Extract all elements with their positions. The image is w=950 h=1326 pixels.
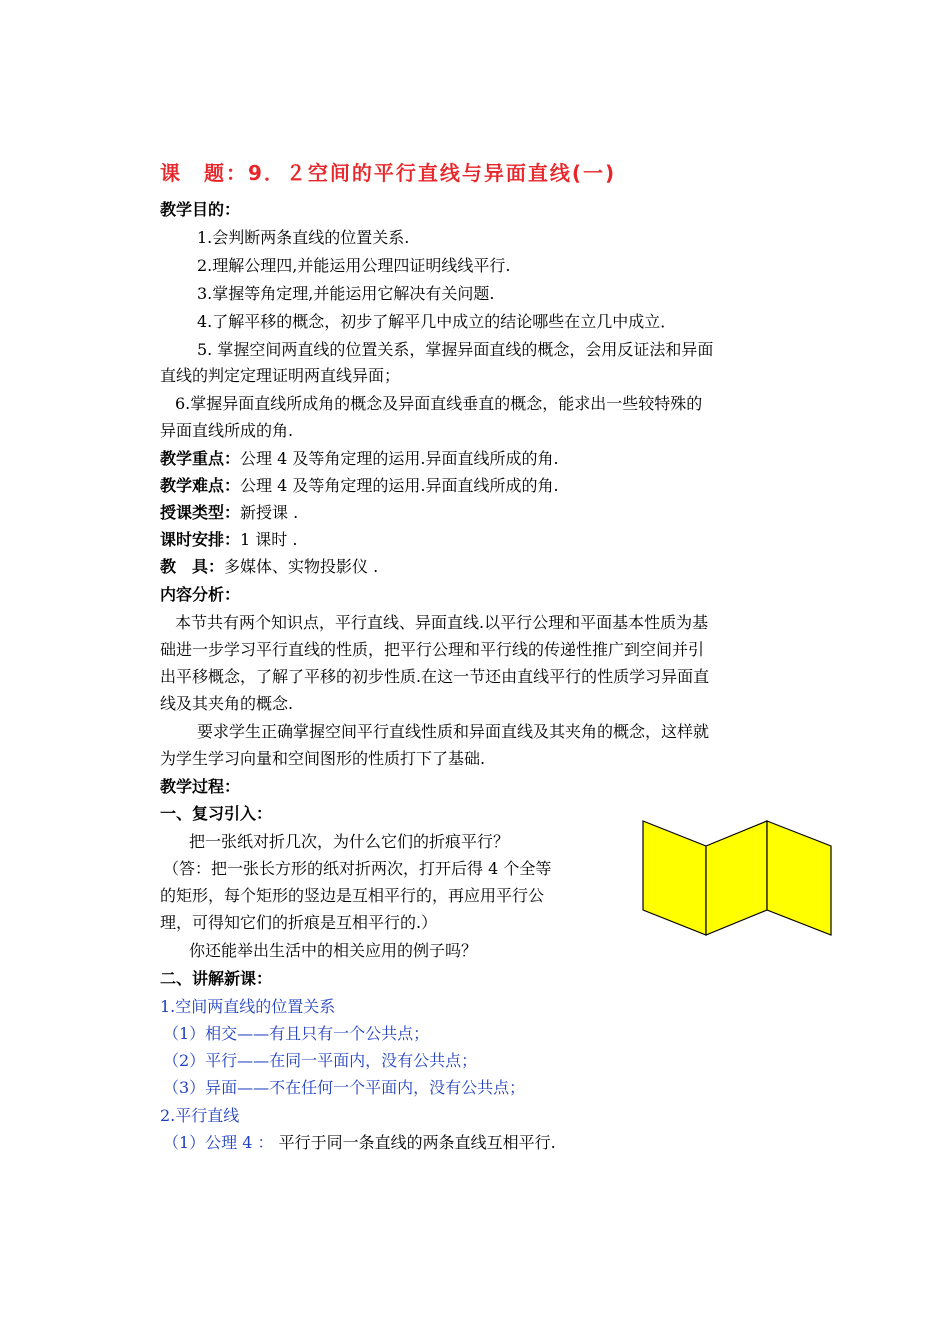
- newlesson-heading: 二、讲解新课：: [160, 969, 273, 988]
- objective-item: 6.掌握异面直线所成角的概念及异面直线垂直的概念，能求出一些较特殊的: [175, 394, 703, 413]
- objective-item-continued: 直线的判定定理证明两直线异面；: [160, 366, 401, 385]
- info-label: 教学难点：: [160, 476, 241, 495]
- process-heading: 教学过程：: [160, 777, 241, 796]
- axiom-label: （1）公理 4 ：: [163, 1133, 274, 1152]
- review-line: 把一张纸对折几次，为什么它们的折痕平行？: [189, 832, 510, 851]
- analysis-line: 要求学生正确掌握空间平行直线性质和异面直线及其夹角的概念，这样就: [197, 722, 710, 741]
- relation-item: （1）相交——有且只有一个公共点；: [163, 1024, 430, 1043]
- objective-item: 5. 掌握空间两直线的位置关系，掌握异面直线的概念，会用反证法和异面: [197, 340, 714, 359]
- info-row-type: [160, 503, 298, 523]
- review-heading: 一、复习引入：: [160, 804, 273, 823]
- paper-panel-3: [767, 821, 831, 935]
- section-heading: 2.平行直线: [160, 1106, 240, 1125]
- info-value: 公理 4 及等角定理的运用.异面直线所成的角.: [240, 449, 559, 468]
- analysis-line: 为学生学习向量和空间图形的性质打下了基础.: [160, 749, 486, 768]
- relation-item: （3）异面——不在任何一个平面内，没有公共点；: [163, 1078, 526, 1097]
- objective-item: 3.掌握等角定理,并能运用它解决有关问题.: [197, 284, 495, 303]
- info-value: 1 课时 .: [240, 530, 298, 549]
- info-row-tools: [160, 557, 378, 577]
- section-heading: 1.空间两直线的位置关系: [160, 997, 336, 1016]
- info-value: 新授课 .: [240, 503, 299, 522]
- relation-item: （2）平行——在同一平面内，没有公共点；: [163, 1051, 478, 1070]
- info-row-schedule: [160, 530, 297, 550]
- objective-item: 2.理解公理四,并能运用公理四证明线线平行.: [197, 256, 511, 275]
- info-row-difficulty: [160, 476, 559, 496]
- analysis-heading: 内容分析：: [160, 585, 241, 604]
- objective-item: 1.会判断两条直线的位置关系.: [197, 228, 410, 247]
- analysis-line: 础进一步学习平行直线的性质，把平行公理和平行线的传递性推广到空间并引: [160, 640, 705, 659]
- info-label: 授课类型：: [160, 503, 241, 522]
- review-line: 理，可得知它们的折痕是互相平行的.）: [160, 913, 438, 932]
- review-line: （答：把一张长方形的纸对折两次，打开后得 4 个全等: [163, 859, 552, 878]
- objectives-heading: 教学目的：: [160, 200, 241, 219]
- info-label: 教学重点：: [160, 449, 241, 468]
- review-line: 你还能举出生活中的相关应用的例子吗？: [189, 941, 478, 960]
- info-label: 课时安排：: [160, 530, 241, 549]
- info-row-focus: [160, 449, 559, 469]
- review-line: 的矩形，每个矩形的竖边是互相平行的，再应用平行公: [160, 886, 545, 905]
- analysis-line: 出平移概念，了解了平移的初步性质.在这一节还由直线平行的性质学习异面直: [160, 667, 710, 686]
- analysis-line: 线及其夹角的概念.: [160, 694, 294, 713]
- axiom-line: [163, 1133, 556, 1153]
- info-value: 多媒体、实物投影仪 .: [224, 557, 379, 576]
- folded-paper-figure: [640, 818, 836, 938]
- info-label: 教 具：: [160, 557, 225, 576]
- info-value: 公理 4 及等角定理的运用.异面直线所成的角.: [240, 476, 559, 495]
- analysis-line: 本节共有两个知识点，平行直线、异面直线.以平行公理和平面基本性质为基: [175, 613, 709, 632]
- axiom-text: 平行于同一条直线的两条直线互相平行.: [278, 1133, 556, 1152]
- objective-item-continued: 异面直线所成的角.: [160, 421, 294, 440]
- lesson-title: 课 题：9．２空间的平行直线与异面直线(一): [160, 161, 617, 185]
- paper-panel-1: [643, 821, 706, 935]
- objective-item: 4.了解平移的概念，初步了解平几中成立的结论哪些在立几中成立．: [197, 312, 677, 331]
- paper-panel-2: [706, 821, 767, 935]
